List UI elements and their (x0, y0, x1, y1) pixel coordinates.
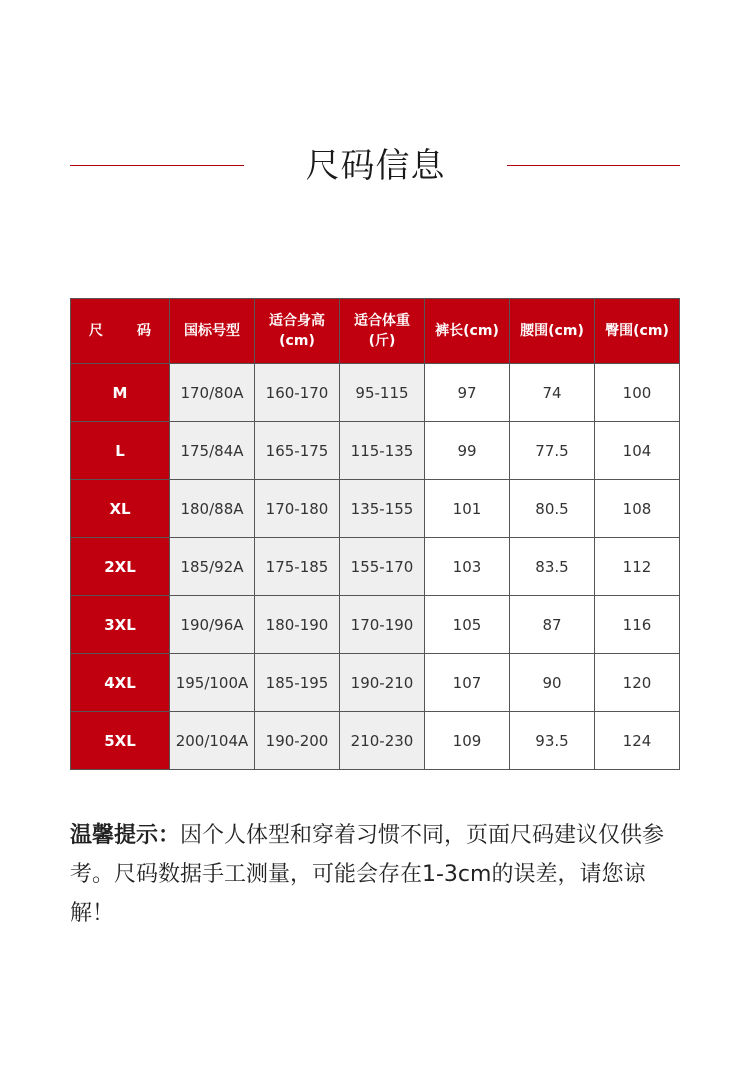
table-body (71, 364, 680, 770)
header-height-label: 适合身高 (269, 313, 325, 329)
title-rule-right (507, 165, 680, 166)
size-note (70, 816, 685, 933)
waist-cell: 77.5 (510, 422, 595, 480)
header-waist-label: 腰围(cm) (520, 323, 584, 339)
header-spec-label: 国标号型 (184, 323, 240, 339)
height-cell: 190-200 (255, 712, 340, 770)
waist-cell: 80.5 (510, 480, 595, 538)
spec-cell: 175/84A (170, 422, 255, 480)
hip-cell: 112 (595, 538, 680, 596)
hip-cell: 104 (595, 422, 680, 480)
note-label: 温馨提示： (70, 823, 181, 848)
size-cell: M (71, 364, 170, 422)
size-cell: 3XL (71, 596, 170, 654)
title-row (0, 140, 750, 192)
height-cell: 175-185 (255, 538, 340, 596)
waist-cell: 93.5 (510, 712, 595, 770)
note-text: 因个人体型和穿着习惯不同，页面尺码建议仅供参考。尺码数据手工测量，可能会存在1-3cm的误差，请您谅解！ (70, 823, 665, 926)
header-hip (595, 299, 680, 364)
size-cell: 2XL (71, 538, 170, 596)
size-cell: XL (71, 480, 170, 538)
header-size (71, 299, 170, 364)
header-spec (170, 299, 255, 364)
hip-cell: 120 (595, 654, 680, 712)
weight-cell: 210-230 (340, 712, 425, 770)
table-row (71, 712, 680, 770)
header-weight-unit: (斤) (368, 333, 396, 349)
title-rule-left (70, 165, 244, 166)
length-cell: 109 (425, 712, 510, 770)
hip-cell: 124 (595, 712, 680, 770)
weight-cell: 170-190 (340, 596, 425, 654)
header-size-right: 码 (137, 323, 151, 339)
hip-cell: 116 (595, 596, 680, 654)
weight-cell: 135-155 (340, 480, 425, 538)
header-weight-label: 适合体重 (354, 313, 410, 329)
table-row (71, 596, 680, 654)
waist-cell: 90 (510, 654, 595, 712)
waist-cell: 87 (510, 596, 595, 654)
spec-cell: 180/88A (170, 480, 255, 538)
height-cell: 170-180 (255, 480, 340, 538)
header-weight (340, 299, 425, 364)
size-cell: 5XL (71, 712, 170, 770)
height-cell: 165-175 (255, 422, 340, 480)
table-header-row (71, 299, 680, 364)
header-size-left: 尺 (89, 323, 103, 339)
table-row (71, 654, 680, 712)
weight-cell: 155-170 (340, 538, 425, 596)
header-waist (510, 299, 595, 364)
size-cell: 4XL (71, 654, 170, 712)
length-cell: 105 (425, 596, 510, 654)
weight-cell: 95-115 (340, 364, 425, 422)
spec-cell: 170/80A (170, 364, 255, 422)
page-title: 尺码信息 (305, 146, 446, 186)
hip-cell: 108 (595, 480, 680, 538)
table-row (71, 538, 680, 596)
table-row (71, 480, 680, 538)
header-height-unit: (cm) (279, 333, 315, 349)
size-table (70, 298, 680, 770)
header-hip-label: 臀围(cm) (605, 323, 669, 339)
header-length-label: 裤长(cm) (435, 323, 499, 339)
weight-cell: 115-135 (340, 422, 425, 480)
table-row (71, 364, 680, 422)
spec-cell: 200/104A (170, 712, 255, 770)
height-cell: 180-190 (255, 596, 340, 654)
length-cell: 103 (425, 538, 510, 596)
height-cell: 185-195 (255, 654, 340, 712)
table-row (71, 422, 680, 480)
spec-cell: 190/96A (170, 596, 255, 654)
spec-cell: 185/92A (170, 538, 255, 596)
weight-cell: 190-210 (340, 654, 425, 712)
length-cell: 107 (425, 654, 510, 712)
waist-cell: 83.5 (510, 538, 595, 596)
header-height (255, 299, 340, 364)
size-cell: L (71, 422, 170, 480)
hip-cell: 100 (595, 364, 680, 422)
header-length (425, 299, 510, 364)
spec-cell: 195/100A (170, 654, 255, 712)
length-cell: 99 (425, 422, 510, 480)
waist-cell: 74 (510, 364, 595, 422)
height-cell: 160-170 (255, 364, 340, 422)
length-cell: 97 (425, 364, 510, 422)
length-cell: 101 (425, 480, 510, 538)
